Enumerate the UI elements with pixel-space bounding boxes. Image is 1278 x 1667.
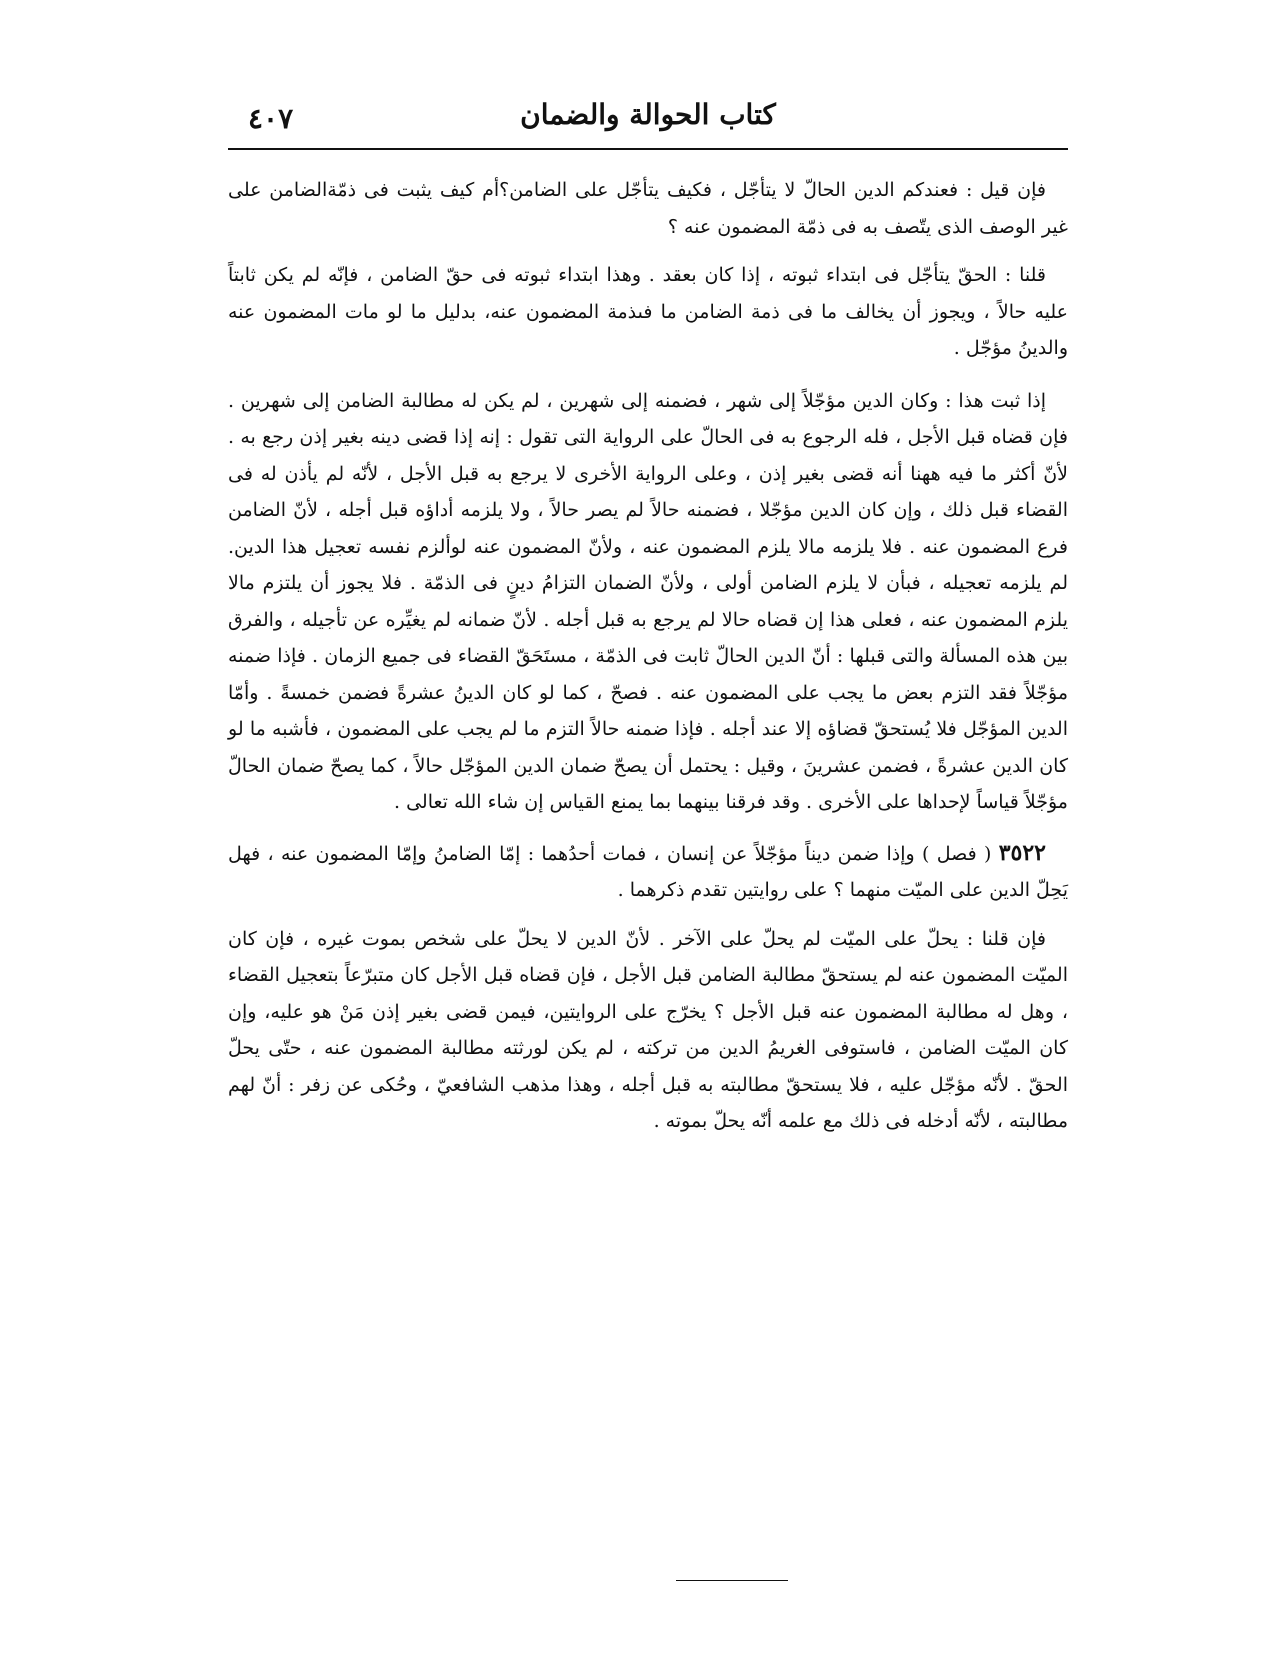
paragraph-objection: فإن قيل : فعندكم الدين الحالّ لا يتأجّل ، فكيف يتأجّل على الضامن؟أم كيف يثبت فى ذمّةالضامن على غير الوصف الذى يتّصف به فى ذمّة المضمون عنه ؟ bbox=[228, 179, 1068, 238]
paragraph-reply: قلنا : الحقّ يتأجّل فى ابتداء ثبوته ، إذا كان بعقد . وهذا ابتداء ثبوته فى حقّ الضامن ، فإنّه لم يكن ثابتاً عليه حالاً ، ويجوز أن يخالف ما فى ذمة الضامن ما فىذمة المضمون عنه، بدليل ما لو مات المضمون عنه والدينُ مؤجّل . bbox=[228, 264, 1068, 359]
book-page bbox=[228, 92, 1068, 1152]
section-paragraph bbox=[228, 835, 1068, 909]
paragraph-deferred-debt: إذا ثبت هذا : وكان الدين مؤجّلاً إلى شهر ، فضمنه إلى شهرين ، لم يكن له مطالبة الضامن إلى شهرين . فإن قضاه قبل الأجل ، فله الرجوع به فى الحالّ على الرواية التى تقول : إنه إذا قضى دينه بغير إذن رجع به . لأنّ أكثر ما فيه ههنا أنه قضى بغير إذن ، وعلى الرواية الأخرى لا يرجع به قبل الأجل ، لأنّه لم يأذن له فى القضاء قبل ذلك ، وإن كان الدين مؤجّلا ، فضمنه حالاً لم يصر حالاً ، ولا يلزمه أداؤه قبل أجله ، لأنّ الضامن فرع المضمون عنه . فلا يلزمه مالا يلزم المضمون عنه ، ولأنّ المضمون عنه لوألزم نفسه تعجيل هذا الدين. لم يلزمه تعجيله ، فبأن لا يلزم الضامن أولى ، ولأنّ الضمان التزامُ دينٍ فى الذمّة . فلا يجوز أن يلتزم مالا يلزم المضمون عنه ، فعلى هذا إن قضاه حالا لم يرجع به قبل أجله . لأنّ ضمانه لم يغيِّره عن تأجيله ، والفرق بين هذه المسألة والتى قبلها : أنّ الدين الحالّ ثابت فى الذمّة ، مستَحَقّ القضاء فى جميع الزمان . فإذا ضمنه مؤجّلاً فقد التزم بعض ما يجب على المضمون عنه . فصحّ ، كما لو كان الدينُ عشرةً فضمن خمسةً . وأمّا الدين المؤجّل فلا يُستحقّ قضاؤه إلا عند أجله . فإذا ضمنه حالاً التزم ما لم يجب على المضمون ، فأشبه ما لو كان الدين عشرةً ، فضمن عشرينَ ، وقيل : يحتمل أن يصحّ ضمان الدين المؤجّل حالاً ، كما يصحّ ضمان الحالّ مؤجّلاً قياساً لإحداها على الأخرى . وقد فرقنا بينهما بما يمنع القياس إن شاء الله تعالى . bbox=[228, 389, 1068, 813]
body-text bbox=[228, 172, 1068, 1140]
page-header bbox=[228, 92, 1068, 144]
running-title: كتاب الحوالة والضمان bbox=[520, 98, 776, 131]
footer-rule bbox=[676, 1580, 788, 1581]
section-number: ٣٥٢٢ bbox=[998, 839, 1046, 866]
section-text: ( فصل ) وإذا ضمن ديناً مؤجّلاً عن إنسان ، فمات أحدُهما : إمّا الضامنُ وإمّا المضمون عنه ، فهل يَحِلّ الدين على الميّت منهما ؟ على روايتين تقدم ذكرهما . bbox=[228, 842, 1068, 901]
header-rule bbox=[228, 148, 1068, 150]
paragraph-death-of-party: فإن قلنا : يحلّ على الميّت لم يحلّ على الآخر . لأنّ الدين لا يحلّ على شخص بموت غيره ، فإن كان الميّت المضمون عنه لم يستحقّ مطالبة الضامن قبل الأجل ، فإن قضاه قبل الأجل كان متبرّعاً بتعجيل القضاء ، وهل له مطالبة المضمون عنه قبل الأجل ؟ يخرّج على الروايتين، فيمن قضى بغير إذن مَنْ هو عليه، وإن كان الميّت الضامن ، فاستوفى الغريمُ الدين من تركته ، لم يكن لورثته مطالبة المضمون عنه ، حتّى يحلّ الحقّ . لأنّه مؤجّل عليه ، فلا يستحقّ مطالبته به قبل أجله ، وهذا مذهب الشافعيّ ، وحُكى عن زفر : أنّ لهم مطالبته ، لأنّه أدخله فى ذلك مع علمه أنّه يحلّ بموته . bbox=[228, 927, 1068, 1132]
page-number: ٤٠٧ bbox=[248, 102, 294, 135]
